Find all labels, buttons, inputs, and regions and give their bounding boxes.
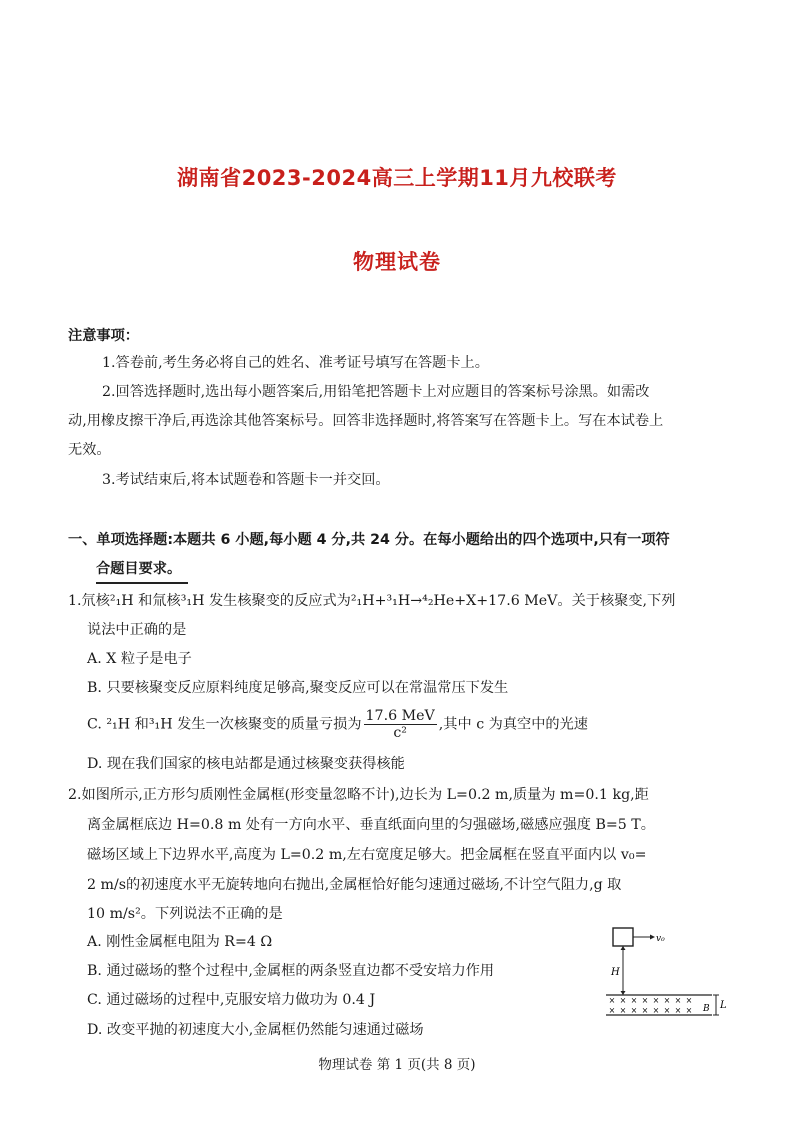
fraction-denominator: c² (393, 725, 407, 741)
l-label: L (720, 1000, 727, 1011)
field-cross-mark: × (608, 1006, 616, 1015)
q1-option-a: A. X 粒子是电子 (87, 651, 192, 667)
notice-item-2-line-1: 2.回答选择题时,选出每小题答案后,用铅笔把答题卡上对应题目的答案标号涂黑。如需改 (102, 384, 650, 400)
magnetic-field-crosses (609, 996, 693, 1015)
q1-option-c-prefix: C. ²₁H 和³₁H 发生一次核聚变的质量亏损为 (87, 716, 362, 733)
h-label: H (611, 967, 620, 978)
mass-defect-fraction (364, 708, 437, 741)
q1-stem-line-2: 说法中正确的是 (87, 622, 187, 638)
q1-option-c (87, 708, 588, 741)
q1-option-b: B. 只要核聚变反应原料纯度足够高,聚变反应可以在常温常压下发生 (87, 680, 509, 696)
v0-label: v₀ (656, 934, 665, 944)
field-cross-mark: × (663, 1006, 671, 1015)
section-underline (96, 582, 188, 584)
q2-stem-line-4: 2 m/s的初速度水平无旋转地向右抛出,金属框恰好能匀速通过磁场,不计空气阻力,g 取 (87, 877, 622, 893)
field-cross-mark: × (619, 996, 627, 1005)
section-heading-line-1: 一、单项选择题:本题共 6 小题,每小题 4 分,共 24 分。在每小题给出的四个选项中,只有一项符 (68, 532, 670, 548)
q2-stem-line-2: 离金属框底边 H=0.8 m 处有一方向水平、垂直纸面向里的匀强磁场,磁感应强度 B=5 T。 (87, 817, 655, 833)
field-cross-mark: × (685, 996, 693, 1005)
q2-figure (600, 922, 730, 1024)
q2-stem-line-3: 磁场区域上下边界水平,高度为 L=0.2 m,左右宽度足够大。把金属框在竖直平面内以 v₀= (87, 847, 647, 863)
q2-option-d: D. 改变平抛的初速度大小,金属框仍然能匀速通过磁场 (87, 1022, 424, 1038)
b-label: B (703, 1004, 710, 1014)
notice-item-3: 3.考试结束后,将本试题卷和答题卡一并交回。 (102, 472, 390, 488)
page-footer: 物理试卷 第 1 页(共 8 页) (318, 1057, 476, 1073)
q1-stem-line-1: 1.氘核²₁H 和氚核³₁H 发生核聚变的反应式为²₁H+³₁H→⁴₂He+X+17.6 MeV。关于核聚变,下列 (68, 593, 676, 609)
field-cross-mark: × (652, 1006, 660, 1015)
field-cross-mark: × (674, 1006, 682, 1015)
notice-heading: 注意事项： (68, 328, 139, 344)
notice-item-1: 1.答卷前,考生务必将自己的姓名、准考证号填写在答题卡上。 (102, 355, 489, 371)
q1-option-d: D. 现在我们国家的核电站都是通过核聚变获得核能 (87, 756, 405, 772)
metal-frame (613, 928, 633, 946)
field-cross-mark: × (608, 996, 616, 1005)
field-cross-mark: × (652, 996, 660, 1005)
velocity-arrowhead (650, 935, 655, 940)
field-cross-mark: × (619, 1006, 627, 1015)
exam-title: 湖南省2023-2024高三上学期11月九校联考 (177, 166, 617, 190)
q2-option-c: C. 通过磁场的过程中,克服安培力做功为 0.4 J (87, 992, 376, 1008)
field-cross-mark: × (674, 996, 682, 1005)
q1-option-c-suffix: ,其中 c 为真空中的光速 (438, 716, 588, 733)
q2-option-a: A. 刚性金属框电阻为 R=4 Ω (87, 934, 273, 950)
field-cross-mark: × (685, 1006, 693, 1015)
field-cross-mark: × (630, 1006, 638, 1015)
fraction-numerator: 17.6 MeV (365, 708, 435, 724)
q2-stem-line-5: 10 m/s²。下列说法不正确的是 (87, 906, 283, 922)
field-cross-mark: × (630, 996, 638, 1005)
q2-option-b: B. 通过磁场的整个过程中,金属框的两条竖直边都不受安培力作用 (87, 963, 495, 979)
q2-stem-line-1: 2.如图所示,正方形匀质刚性金属框(形变量忽略不计),边长为 L=0.2 m,质量为 m=0.1 kg,距 (68, 787, 649, 803)
section-heading-line-2: 合题目要求。 (96, 561, 182, 577)
field-cross-mark: × (641, 996, 649, 1005)
field-cross-mark: × (641, 1006, 649, 1015)
notice-item-2-line-3: 无效。 (68, 442, 111, 458)
subject-title: 物理试卷 (353, 250, 441, 274)
field-cross-mark: × (663, 996, 671, 1005)
notice-item-2-line-2: 动,用橡皮擦干净后,再选涂其他答案标号。回答非选择题时,将答案写在答题卡上。写在本试卷上 (68, 413, 664, 429)
